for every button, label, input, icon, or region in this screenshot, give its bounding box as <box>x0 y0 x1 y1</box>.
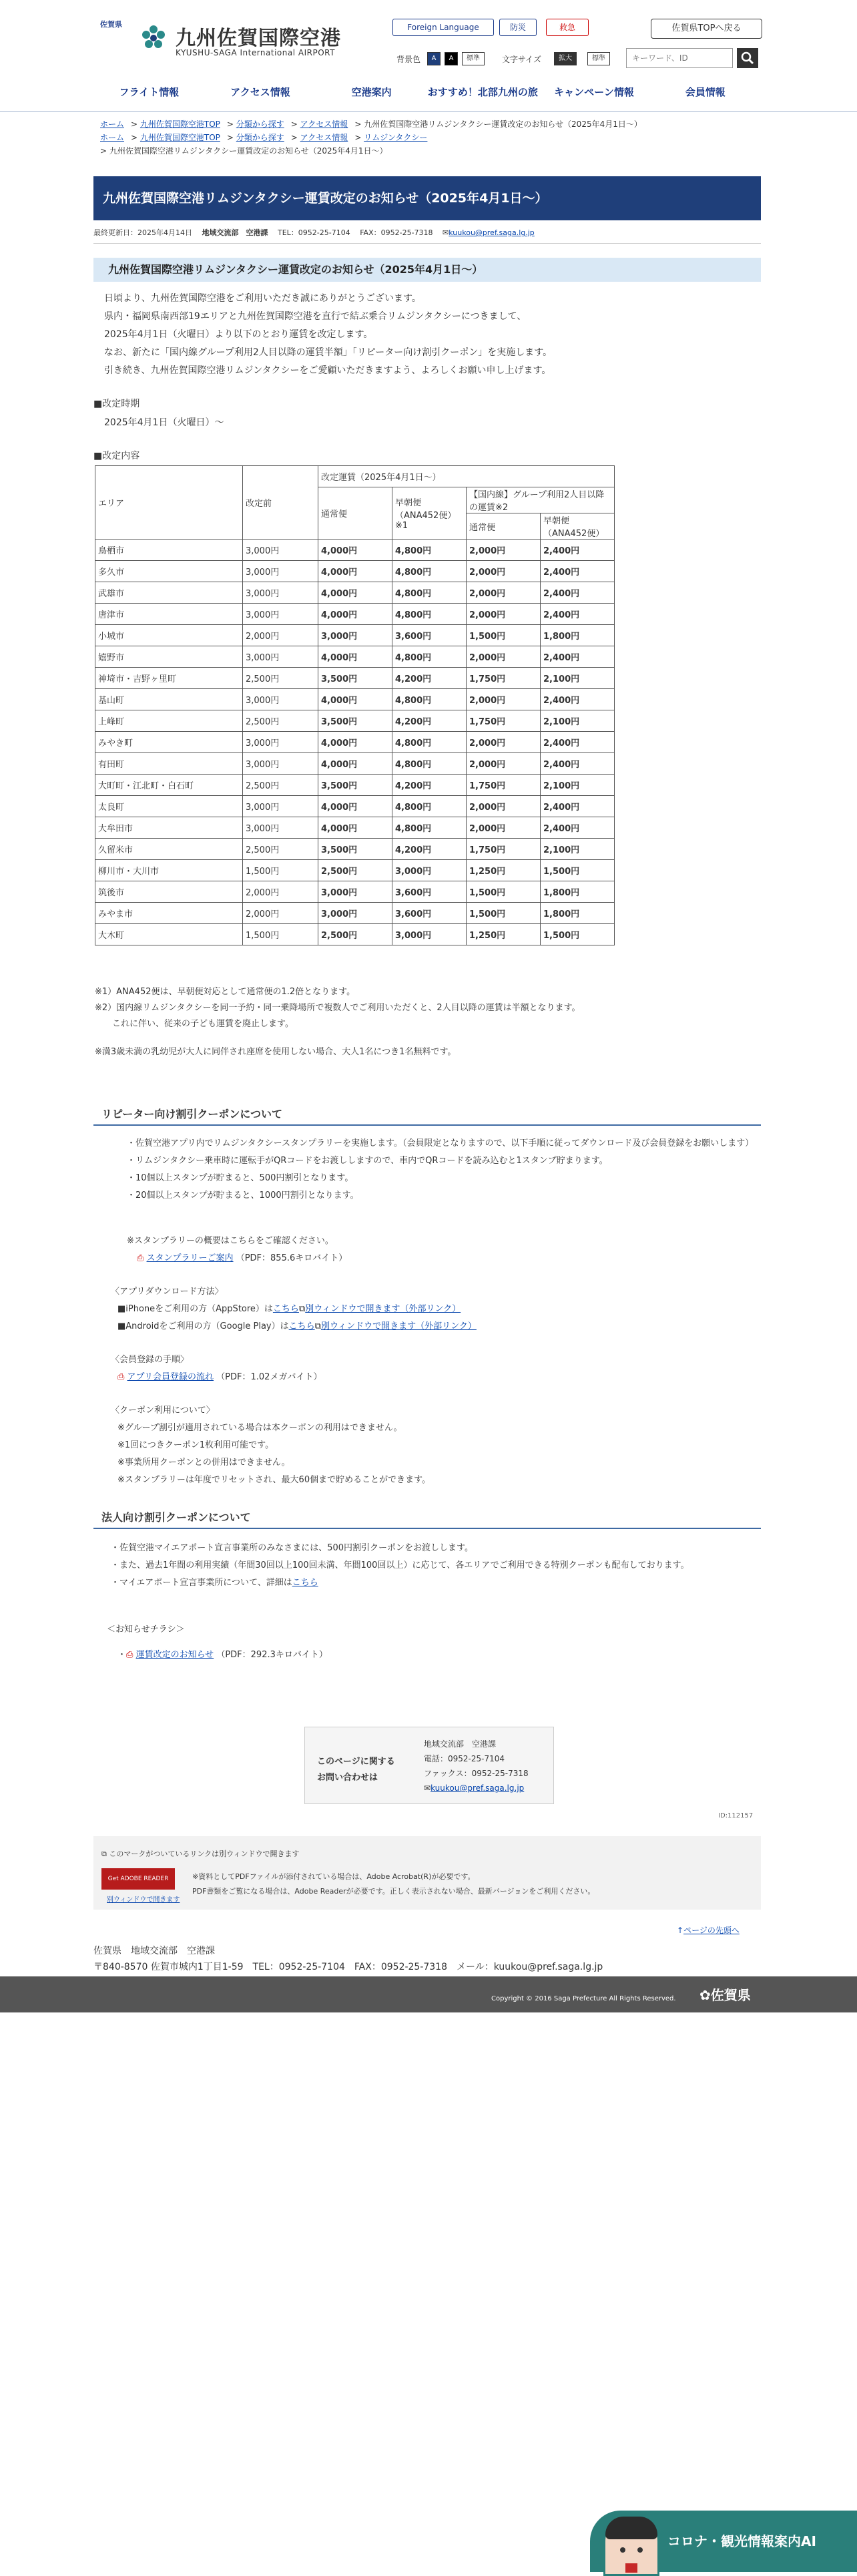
crumb-category[interactable]: 分類から探す <box>236 120 284 129</box>
footer-logo[interactable] <box>699 1984 751 2004</box>
reader-link[interactable]: 別ウィンドウで開きます <box>107 1896 180 1904</box>
table-cell: 3,000円 <box>318 903 392 924</box>
table-cell: 1,750円 <box>467 668 541 689</box>
pdf-icon: ⎙ <box>126 1650 133 1660</box>
table-cell: 1,250円 <box>467 924 541 945</box>
intro-line: なお、新たに「国内線グループ利用2人目以降の運賃半額」「リピーター向け割引クーポン」を実施します。 <box>104 347 553 358</box>
table-cell: 3,500円 <box>318 710 392 732</box>
emergency-button[interactable]: 救急 <box>546 19 589 36</box>
table-cell: 1,500円 <box>243 924 318 945</box>
flyer-label: ＜お知らせチラシ＞ <box>107 1625 185 1635</box>
search-icon <box>737 48 758 68</box>
stamp-rally-link[interactable]: スタンプラリーご案内 <box>146 1253 234 1263</box>
table-cell: 3,000円 <box>318 625 392 646</box>
contact-fax: ファックス：0952-25-7318 <box>424 1769 529 1778</box>
table-row <box>95 668 615 689</box>
table-cell: 2,000円 <box>243 625 318 646</box>
bg-blue-option[interactable]: A <box>427 52 441 65</box>
table-cell: 2,100円 <box>541 775 615 796</box>
table-cell: 基山町 <box>95 689 243 710</box>
crumb-access[interactable]: アクセス情報 <box>300 120 348 129</box>
contact-tel: 電話：0952-25-7104 <box>424 1754 505 1763</box>
table-cell: 2,400円 <box>541 561 615 582</box>
table-row <box>95 924 615 945</box>
page-title: 九州佐賀国際空港リムジンタクシー運賃改定のお知らせ（2025年4月1日〜） <box>93 176 761 220</box>
external-link-icon: ⧉ <box>314 1321 321 1331</box>
font-size-label: 文字サイズ <box>502 55 542 64</box>
acrobat-notes <box>192 1870 595 1899</box>
intro-line: 引き続き、九州佐賀国際空港リムジンタクシーをご愛顧いただきますよう、よろしくお願い申し上げます。 <box>104 365 551 376</box>
table-cell: 2,400円 <box>541 689 615 710</box>
iphone-link[interactable]: こちら <box>272 1304 299 1314</box>
footer-notes <box>93 1836 761 1910</box>
table-row <box>95 689 615 710</box>
table-row <box>95 604 615 625</box>
iphone-row <box>117 1301 461 1318</box>
table-cell: みやま市 <box>95 903 243 924</box>
pref-logo-icon: ✿ <box>699 1987 711 2003</box>
guide-avatar-icon <box>603 2515 659 2576</box>
table-cell: 3,000円 <box>243 689 318 710</box>
pref-top-label: 佐賀県TOPへ戻る <box>671 23 742 33</box>
table-row <box>95 625 615 646</box>
repeater-heading: リピーター向け割引クーポンについて <box>93 1103 761 1126</box>
acrobat-note: PDF書類をご覧になる場合は、Adobe Readerが必要です。正しく表示されない場合、最新バージョンをご利用ください。 <box>192 1887 595 1896</box>
table-row <box>95 881 615 903</box>
bullet-item: ・マイエアポート宣言事業所について、詳細はこちら <box>111 1578 318 1588</box>
airport-logo-icon[interactable] <box>137 21 170 55</box>
note-line: ※2）国内線リムジンタクシーを同一予約・同一乗降場所で複数人でご利用いただくと、2人目以降の運賃は半額となります。 <box>95 1003 581 1013</box>
table-cell: 2,400円 <box>541 646 615 668</box>
footer-address-text: 〒840-8570 佐賀市城内1丁目1-59 TEL：0952-25-7104 FAX：0952-25-7318 メール：kuukou@pref.saga.lg.jp <box>93 1962 603 1972</box>
table-cell: 4,000円 <box>318 817 392 839</box>
table-cell: 2,000円 <box>467 753 541 775</box>
th-group-normal: 通常便 <box>467 513 541 540</box>
get-reader-badge[interactable]: Get ADOBE READER <box>101 1868 175 1890</box>
table-cell: 唐津市 <box>95 604 243 625</box>
external-link-icon: ⧉ <box>101 1850 107 1858</box>
table-cell: 1,500円 <box>467 625 541 646</box>
contact-box <box>304 1727 554 1804</box>
table-cell: 1,500円 <box>467 881 541 903</box>
member-size: （PDF：1.02メガバイト） <box>216 1372 322 1382</box>
meta-fax: FAX：0952-25-7318 <box>360 228 433 237</box>
table-cell: 3,000円 <box>243 796 318 817</box>
table-cell: 柳川市・大川市 <box>95 860 243 881</box>
external-link-icon: ⧉ <box>298 1304 306 1314</box>
font-standard-option[interactable]: 標準 <box>587 52 610 65</box>
note-line: ※1）ANA452便は、早朝便対応として通常便の1.2倍となります。 <box>95 987 356 997</box>
table-cell: 2,000円 <box>467 796 541 817</box>
table-row <box>95 817 615 839</box>
table-cell: 嬉野市 <box>95 646 243 668</box>
coupon-notes <box>117 1420 431 1489</box>
table-cell: 1,500円 <box>541 924 615 945</box>
table-cell: 3,000円 <box>243 561 318 582</box>
stamp-link-row <box>137 1250 347 1267</box>
pdf-icon: ⎙ <box>137 1253 144 1263</box>
table-cell: 4,000円 <box>318 732 392 753</box>
table-cell: 1,500円 <box>467 903 541 924</box>
coupon-note: ※スタンプラリーは年度でリセットされ、最大60個まで貯めることができます。 <box>117 1475 431 1485</box>
bullet-text: また、過去1年間の利用実績（年間30回以上100回未満、年間100回以上）に応じて、各エリアでご利用できる特別クーポンも配布しております。 <box>119 1560 689 1570</box>
table-cell: 2,400円 <box>541 732 615 753</box>
table-cell: 小城市 <box>95 625 243 646</box>
table-cell: 1,750円 <box>467 710 541 732</box>
crumb-limousine[interactable]: リムジンタクシー <box>364 133 428 142</box>
table-cell: 3,000円 <box>243 582 318 604</box>
table-cell: 3,000円 <box>243 817 318 839</box>
table-cell: 4,800円 <box>392 796 467 817</box>
table-cell: 3,600円 <box>392 903 467 924</box>
mail-icon: ✉ <box>443 228 449 237</box>
table-cell: 4,200円 <box>392 710 467 732</box>
table-cell: 2,500円 <box>243 668 318 689</box>
table-cell: 2,000円 <box>467 582 541 604</box>
period-label: ■改定時期 <box>93 399 140 409</box>
font-large-option[interactable]: 拡大 <box>554 52 577 65</box>
my-airport-link[interactable]: こちら <box>292 1578 318 1588</box>
android-ext-link[interactable]: 別ウィンドウで開きます（外部リンク） <box>320 1321 477 1331</box>
table-cell: 2,100円 <box>541 710 615 732</box>
table-cell: 3,500円 <box>318 775 392 796</box>
meta-email-link[interactable]: kuukou@pref.saga.lg.jp <box>449 228 535 237</box>
updated-date: 最終更新日：2025年4月14日 <box>93 228 192 237</box>
ai-guide-banner[interactable] <box>590 2511 857 2572</box>
bullet-item: ・また、過去1年間の利用実績（年間30回以上100回未満、年間100回以上）に応じて、各エリアでご利用できる特別クーポンも配布しております。 <box>111 1560 689 1570</box>
table-cell: 4,800円 <box>392 540 467 561</box>
bullet-text: 10個以上スタンプが貯まると、500円割引となります。 <box>135 1173 354 1183</box>
table-cell: 3,000円 <box>243 753 318 775</box>
table-row <box>95 732 615 753</box>
table-cell: 3,500円 <box>318 668 392 689</box>
pdf-icon: ⎙ <box>117 1372 125 1382</box>
iphone-text: ■iPhoneをご利用の方（AppStore）は <box>117 1304 273 1314</box>
table-cell: 2,400円 <box>541 817 615 839</box>
table-row <box>95 796 615 817</box>
th-area: エリア <box>95 466 243 540</box>
table-cell: 1,750円 <box>467 839 541 860</box>
stamp-note: ※スタンプラリーの概要はこちらをご確認ください。 <box>127 1236 334 1246</box>
table-cell: みやき町 <box>95 732 243 753</box>
bullet-item: ・10個以上スタンプが貯まると、500円割引となります。 <box>127 1173 354 1183</box>
app-dl-label: 〈アプリダウンロード方法〉 <box>111 1287 224 1297</box>
table-cell: 上峰町 <box>95 710 243 732</box>
table-cell: 2,000円 <box>467 561 541 582</box>
stamp-size: （PDF：855.6キロバイト） <box>236 1253 348 1263</box>
table-cell: 4,000円 <box>318 561 392 582</box>
bg-standard-option[interactable]: 標準 <box>462 52 485 65</box>
table-cell: 2,000円 <box>467 732 541 753</box>
meta-dept: 地域交流部 空港課 <box>202 228 268 237</box>
crumb-airport-top[interactable]: 九州佐賀国際空港TOP <box>139 133 220 142</box>
footer-bar <box>0 1976 857 2012</box>
table-cell: 2,000円 <box>467 540 541 561</box>
table-cell: 2,000円 <box>467 604 541 625</box>
table-cell: 久留米市 <box>95 839 243 860</box>
contact-info <box>424 1737 529 1795</box>
foreign-language-button[interactable]: Foreign Language <box>392 19 494 36</box>
table-cell: 4,800円 <box>392 753 467 775</box>
nav-access[interactable]: アクセス情報 <box>230 86 290 98</box>
table-cell: 1,750円 <box>467 775 541 796</box>
acrobat-note: ※資料としてPDFファイルが添付されている場合は、Adobe Acrobat(R)が必要です。 <box>192 1872 475 1881</box>
bullet-text: 20個以上スタンプが貯まると、1000円割引となります。 <box>135 1191 359 1201</box>
corporate-bullets <box>111 1540 758 1592</box>
android-text: ■Androidをご利用の方（Google Play）は <box>117 1321 289 1331</box>
global-nav <box>93 73 761 111</box>
bullet-item: ・佐賀空港アプリ内でリムジンタクシースタンプラリーを実施します。（会員限定となりますので、以下手順に従ってダウンロード及び会員登録をお願いします） <box>127 1138 754 1148</box>
table-cell: 筑後市 <box>95 881 243 903</box>
meta-tel: TEL：0952-25-7104 <box>278 228 350 237</box>
table-cell: 4,000円 <box>318 753 392 775</box>
table-cell: 武雄市 <box>95 582 243 604</box>
table-row <box>95 839 615 860</box>
table-cell: 2,500円 <box>318 924 392 945</box>
table-cell: 1,800円 <box>541 625 615 646</box>
copyright: Copyright © 2016 Saga Prefecture All Rights Reserved. <box>491 1995 676 2002</box>
table-cell: 2,000円 <box>467 817 541 839</box>
table-cell: 3,000円 <box>243 732 318 753</box>
member-registration-link[interactable]: アプリ会員登録の流れ <box>127 1372 214 1382</box>
table-cell: 2,000円 <box>467 646 541 668</box>
table-cell: 3,000円 <box>243 646 318 668</box>
repeater-bullets <box>127 1135 761 1205</box>
table-cell: 3,000円 <box>392 924 467 945</box>
th-group: 【国内線】グループ利用2人目以降の運賃※2 <box>467 487 615 513</box>
table-cell: 2,400円 <box>541 753 615 775</box>
table-cell: 4,200円 <box>392 668 467 689</box>
table-cell: 2,500円 <box>243 775 318 796</box>
table-cell: 1,500円 <box>243 860 318 881</box>
footer-logo-text: 佐賀県 <box>710 1987 751 2003</box>
bullet-text: マイエアポート宣言事業所について、詳細は <box>119 1578 292 1588</box>
table-cell: 大牟田市 <box>95 817 243 839</box>
page-id: ID:112157 <box>718 1812 754 1819</box>
ai-guide-label: コロナ・観光情報案内AI <box>667 2533 816 2549</box>
table-cell: 2,100円 <box>541 668 615 689</box>
content-label: ■改定内容 <box>93 451 140 461</box>
table-row <box>95 646 615 668</box>
table-cell: 有田町 <box>95 753 243 775</box>
table-cell: 2,400円 <box>541 796 615 817</box>
table-cell: 2,400円 <box>541 582 615 604</box>
table-cell: 2,500円 <box>318 860 392 881</box>
table-cell: 3,000円 <box>243 604 318 625</box>
up-arrow-icon: ↑ <box>677 1926 684 1935</box>
disaster-button[interactable]: 防災 <box>499 19 537 36</box>
table-cell: 4,000円 <box>318 796 392 817</box>
android-row <box>117 1318 477 1335</box>
contact-dept: 地域交流部 空港課 <box>424 1739 497 1749</box>
crumb-category[interactable]: 分類から探す <box>236 133 284 142</box>
table-cell: 4,800円 <box>392 561 467 582</box>
table-cell: 4,800円 <box>392 646 467 668</box>
table-row <box>95 753 615 775</box>
iphone-ext-link[interactable]: 別ウィンドウで開きます（外部リンク） <box>305 1304 461 1314</box>
crumb-current: 九州佐賀国際空港リムジンタクシー運賃改定のお知らせ（2025年4月1日〜） <box>364 120 642 129</box>
nav-campaign[interactable]: キャンペーン情報 <box>554 86 634 98</box>
crumb-access[interactable]: アクセス情報 <box>300 133 348 142</box>
logo-title[interactable]: 九州佐賀国際空港 <box>176 27 341 50</box>
coupon-note: ※1回につきクーポン1枚利用可能です。 <box>117 1440 274 1450</box>
to-top-link[interactable]: ページの先頭へ <box>683 1926 740 1935</box>
nav-travel[interactable]: おすすめ！北部九州の旅 <box>427 86 538 98</box>
contact-title: このページに関する お問い合わせは <box>317 1757 395 1783</box>
fare-notes <box>95 984 581 1060</box>
member-label: 〈会員登録の手順〉 <box>111 1355 190 1365</box>
table-cell: 1,500円 <box>541 860 615 881</box>
corporate-heading: 法人向け割引クーポンについて <box>93 1506 761 1529</box>
table-cell: 4,800円 <box>392 604 467 625</box>
pref-badge[interactable]: 佐賀県 <box>100 20 122 29</box>
contact-email-link[interactable]: kuukou@pref.saga.lg.jp <box>431 1783 525 1793</box>
intro-text <box>104 290 552 380</box>
period-value: 2025年4月1日（火曜日）〜 <box>104 417 224 428</box>
table-cell: 3,500円 <box>318 839 392 860</box>
table-cell: 4,800円 <box>392 817 467 839</box>
nav-divider <box>0 111 857 112</box>
nav-guide[interactable]: 空港案内 <box>351 86 392 98</box>
mark-note-row <box>101 1848 299 1859</box>
footer-org: 佐賀県 地域交流部 空港課 <box>93 1946 215 1956</box>
bullet-item: ・20個以上スタンプが貯まると、1000円割引となります。 <box>127 1191 359 1201</box>
table-cell: 2,100円 <box>541 839 615 860</box>
fare-table-body <box>95 540 615 945</box>
intro-line: 日頃より、九州佐賀国際空港をご利用いただき誠にありがとうございます。 <box>104 293 421 304</box>
note-line: ※満3歳未満の乳幼児が大人に同伴され座席を使用しない場合、大人1名につき1名無料です。 <box>95 1047 457 1057</box>
th-new: 改定運賃（2025年4月1日〜） <box>318 466 615 487</box>
intro-line: 2025年4月1日（火曜日）より以下のとおり運賃を改定します。 <box>104 329 373 340</box>
th-before: 改定前 <box>243 466 318 540</box>
member-link-row <box>117 1369 322 1386</box>
table-cell: 4,800円 <box>392 689 467 710</box>
section-heading: 九州佐賀国際空港リムジンタクシー運賃改定のお知らせ（2025年4月1日〜） <box>93 258 761 282</box>
table-row <box>95 540 615 561</box>
crumb-current: 九州佐賀国際空港リムジンタクシー運賃改定のお知らせ（2025年4月1日〜） <box>109 146 388 156</box>
flyer-row: ・⎙ 運賃改定のお知らせ （PDF：292.3キロバイト） <box>117 1650 328 1660</box>
table-cell: 1,250円 <box>467 860 541 881</box>
table-cell: 4,800円 <box>392 582 467 604</box>
coupon-note: ※事業所用クーポンとの併用はできません。 <box>117 1458 290 1468</box>
bg-color-label: 背景色 <box>396 55 421 64</box>
table-cell: 4,000円 <box>318 582 392 604</box>
table-cell: 神埼市・吉野ヶ里町 <box>95 668 243 689</box>
search-input[interactable] <box>626 48 733 68</box>
table-cell: 4,000円 <box>318 646 392 668</box>
table-cell: 多久市 <box>95 561 243 582</box>
table-cell: 3,000円 <box>243 540 318 561</box>
flyer-size: （PDF：292.3キロバイト） <box>216 1650 328 1660</box>
table-cell: 大木町 <box>95 924 243 945</box>
table-cell: 2,500円 <box>243 710 318 732</box>
nav-flight[interactable]: フライト情報 <box>119 86 180 98</box>
table-cell: 1,800円 <box>541 903 615 924</box>
table-cell: 3,600円 <box>392 625 467 646</box>
fare-table <box>95 465 615 945</box>
table-cell: 2,400円 <box>541 604 615 625</box>
table-cell: 3,000円 <box>318 881 392 903</box>
table-cell: 2,000円 <box>243 881 318 903</box>
table-cell: 4,000円 <box>318 604 392 625</box>
table-cell: 2,000円 <box>243 903 318 924</box>
table-row <box>95 860 615 881</box>
table-cell: 3,000円 <box>392 860 467 881</box>
table-row <box>95 561 615 582</box>
table-cell: 鳥栖市 <box>95 540 243 561</box>
bullet-item: ・リムジンタクシー乗車時に運転手がQRコードをお渡ししますので、車内でQRコードを読み込むと1スタンプ貯まります。 <box>127 1156 608 1166</box>
crumb-airport-top[interactable]: 九州佐賀国際空港TOP <box>139 120 220 129</box>
android-link[interactable]: こちら <box>288 1321 315 1331</box>
th-early: 早朝便（ANA452便）※1 <box>392 487 467 540</box>
intro-line: 県内・福岡県南西部19エリアと九州佐賀国際空港を直行で結ぶ乗合リムジンタクシーにつきまして、 <box>104 311 527 322</box>
to-top-row <box>677 1924 740 1936</box>
page-meta <box>93 227 761 244</box>
breadcrumb: ホーム > 九州佐賀国際空港TOP > 分類から探す > アクセス情報 > 九州佐賀国際空港リムジンタクシー運賃改定のお知らせ（2025年4月1日〜） ホーム > 九州佐賀国際空港TOP > 分類から探す > アクセス情報 > リムジンタクシー > 九州佐賀国際空港リムジンタクシー運賃改定のお知らせ（2025年4月1日〜） <box>100 120 642 156</box>
search-button[interactable] <box>737 48 758 68</box>
logo-subtitle: KYUSHU-SAGA International AIRPORT <box>176 48 335 57</box>
note-line: これに伴い、従来の子ども運賃を廃止します。 <box>95 1019 294 1029</box>
table-row <box>95 710 615 732</box>
table-cell: 1,800円 <box>541 881 615 903</box>
nav-member[interactable]: 会員情報 <box>685 86 726 98</box>
coupon-note: ※グループ割引が適用されている場合は本クーポンの利用はできません。 <box>117 1423 402 1433</box>
table-cell: 4,000円 <box>318 689 392 710</box>
table-cell: 2,400円 <box>541 540 615 561</box>
bullet-text: 佐賀空港アプリ内でリムジンタクシースタンプラリーを実施します。（会員限定となりますので、以下手順に従ってダウンロード及び会員登録をお願いします） <box>135 1138 754 1148</box>
table-row <box>95 582 615 604</box>
footer-address <box>93 1943 603 1975</box>
th-group-early: 早朝便（ANA452便） <box>541 513 615 540</box>
table-cell: 4,200円 <box>392 775 467 796</box>
table-row <box>95 775 615 796</box>
site-header <box>0 0 857 67</box>
table-cell: 3,600円 <box>392 881 467 903</box>
bullet-item: ・佐賀空港マイエアポート宣言事業所のみなさまには、500円割引クーポンをお渡しします。 <box>111 1543 474 1553</box>
table-row <box>95 903 615 924</box>
crumb-home[interactable]: ホーム <box>100 133 125 142</box>
crumb-home[interactable]: ホーム <box>100 120 125 129</box>
flyer-link[interactable]: 運賃改定のお知らせ <box>135 1650 214 1660</box>
table-cell: 4,000円 <box>318 540 392 561</box>
coupon-label: 〈クーポン利用について〉 <box>111 1406 215 1416</box>
bullet-text: 佐賀空港マイエアポート宣言事業所のみなさまには、500円割引クーポンをお渡しします。 <box>119 1543 474 1553</box>
mail-icon: ✉ <box>424 1783 431 1793</box>
table-cell: 2,500円 <box>243 839 318 860</box>
mark-note: このマークがついているリンクは別ウィンドウで開きます <box>109 1850 300 1858</box>
bg-black-option[interactable]: A <box>445 52 458 65</box>
bullet-text: リムジンタクシー乗車時に運転手がQRコードをお渡ししますので、車内でQRコードを読み込むと1スタンプ貯まります。 <box>135 1156 608 1166</box>
pref-top-button[interactable] <box>651 19 762 39</box>
table-cell: 2,000円 <box>467 689 541 710</box>
table-cell: 4,200円 <box>392 839 467 860</box>
th-normal: 通常便 <box>318 487 392 540</box>
table-cell: 太良町 <box>95 796 243 817</box>
table-cell: 4,800円 <box>392 732 467 753</box>
table-cell: 大町町・江北町・白石町 <box>95 775 243 796</box>
